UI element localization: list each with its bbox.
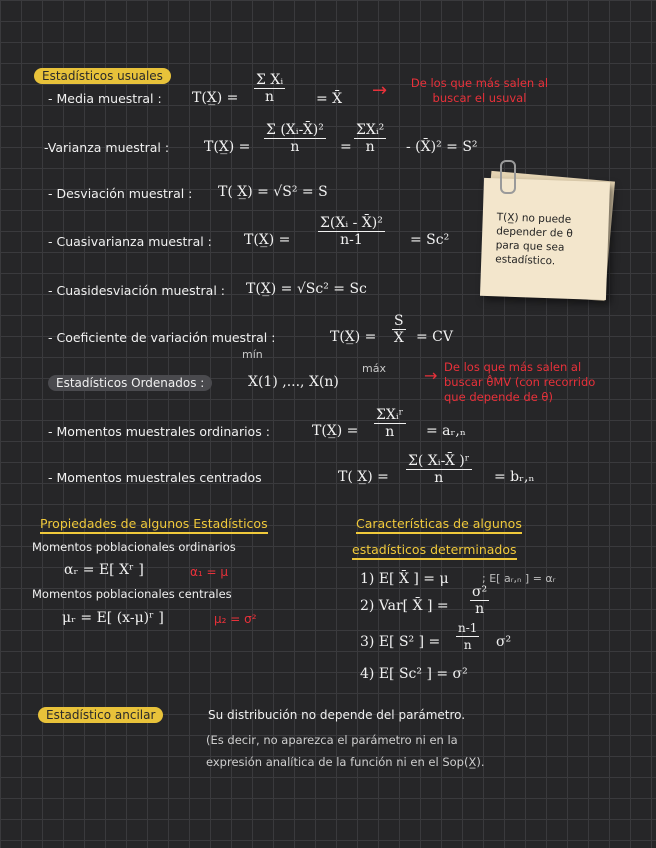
media-numerator: Σ Xᵢ bbox=[256, 72, 284, 88]
caracteristica-1: 1) E[ X̄ ] = μ bbox=[360, 571, 449, 587]
desviacion-formula: T( X̲) = √S² = S bbox=[218, 184, 328, 200]
desviacion-muestral-label: - Desviación muestral : bbox=[48, 186, 193, 201]
caracteristica-3-num: n-1 bbox=[458, 621, 478, 635]
varianza-fraction-1 bbox=[262, 122, 328, 155]
caracteristica-2-den: n bbox=[475, 601, 485, 617]
momentos-centrados-fraction bbox=[404, 453, 474, 486]
varianza-num-1: Σ (Xᵢ-X̄)² bbox=[266, 122, 324, 138]
caracteristica-3-tail: σ² bbox=[496, 634, 512, 650]
momentos-ordinarios-fraction bbox=[372, 407, 408, 440]
ordenados-formula: X(1) ,..., X(n) bbox=[248, 374, 339, 390]
media-muestral-label: - Media muestral : bbox=[48, 91, 162, 106]
coeficiente-fraction bbox=[390, 313, 408, 346]
cuasivarianza-num: Σ(Xᵢ - X̄)² bbox=[320, 215, 383, 231]
ordenados-note: De los que más salen al buscar θ̂MV (con recorrido que depende de θ) bbox=[444, 360, 596, 404]
sticky-note bbox=[480, 178, 610, 300]
caracteristica-3: 3) E[ S² ] = bbox=[360, 634, 441, 650]
caracteristica-2-fraction bbox=[468, 584, 491, 617]
arrow-right-icon: → bbox=[372, 80, 388, 101]
ordenados-label: Estadísticos Ordenados : bbox=[48, 375, 212, 391]
varianza-den-2: n bbox=[365, 139, 375, 155]
momentos-centrados-den: n bbox=[434, 470, 444, 486]
ancilar-line-2: (Es decir, no aparezca el parámetro ni en la bbox=[206, 733, 458, 747]
ordenados-max-label: máx bbox=[362, 362, 386, 375]
paperclip-icon bbox=[500, 160, 516, 194]
momentos-centrados-num: Σ( Xᵢ-X̄ )ʳ bbox=[408, 453, 470, 469]
mu-2-note: μ₂ = σ² bbox=[214, 612, 257, 626]
ancilar-line-1: Su distribución no depende del parámetro. bbox=[208, 708, 466, 722]
momentos-ordinarios-den: n bbox=[385, 424, 395, 440]
momentos-poblacionales-ordinarios-formula: αᵣ = E[ Xʳ ] bbox=[64, 562, 144, 578]
caracteristica-2-num: σ² bbox=[472, 584, 488, 600]
momentos-centrados-formula: T( X̲) = bbox=[338, 469, 389, 485]
varianza-num-2: ΣXᵢ² bbox=[356, 122, 385, 138]
momentos-ordinarios-tail: = aᵣ,ₙ bbox=[426, 423, 466, 439]
arrow-right-icon: → bbox=[424, 366, 438, 385]
momentos-poblacionales-ordinarios-label: Momentos poblacionales ordinarios bbox=[32, 540, 236, 554]
ancilar-line-3: expresión analítica de la función ni en el Sop(X̲). bbox=[206, 755, 485, 769]
sticky-note-text: T(X̲) no puede depender de θ para que sea estadístico. bbox=[495, 211, 573, 268]
coeficiente-den: X̄ bbox=[393, 330, 404, 346]
caracteristica-1-side: ; E[ aᵣ,ₙ ] = αᵣ bbox=[482, 572, 556, 585]
varianza-fraction-2 bbox=[352, 122, 388, 155]
momentos-ordinarios-label: - Momentos muestrales ordinarios : bbox=[48, 424, 270, 439]
cuasidesviacion-formula: T(X̲) = √Sc² = Sc bbox=[246, 281, 367, 297]
coeficiente-num: S bbox=[394, 313, 404, 329]
section-title-estadisticos-usuales: Estadísticos usuales bbox=[34, 68, 171, 84]
cuasivarianza-formula: T(X̲) = bbox=[244, 232, 291, 248]
media-denominator: n bbox=[265, 89, 275, 105]
momentos-poblacionales-centrales-formula: μᵣ = E[ (x-μ)ʳ ] bbox=[62, 610, 164, 626]
caracteristica-3-fraction bbox=[454, 620, 481, 653]
momentos-ordinarios-formula: T(X̲) = bbox=[312, 423, 359, 439]
caracteristicas-title-2: estadísticos determinados bbox=[352, 542, 517, 560]
momentos-poblacionales-centrales-label: Momentos poblacionales centrales bbox=[32, 587, 232, 601]
caracteristica-3-den: n bbox=[463, 638, 472, 652]
caracteristica-2: 2) Var[ X̄ ] = bbox=[360, 598, 449, 614]
alpha-1-note: α₁ = μ bbox=[190, 565, 229, 579]
cuasivarianza-fraction bbox=[316, 215, 387, 248]
varianza-den-1: n bbox=[290, 139, 300, 155]
coeficiente-formula: T(X̲) = bbox=[330, 329, 377, 345]
cuasivarianza-tail: = Sc² bbox=[410, 232, 450, 248]
varianza-tail: - (X̄)² = S² bbox=[406, 139, 478, 155]
momentos-centrados-label: - Momentos muestrales centrados bbox=[48, 470, 262, 485]
coeficiente-tail: = CV bbox=[416, 329, 454, 345]
equals-sign: = bbox=[340, 139, 352, 155]
estadistico-ancilar-label: Estadístico ancilar bbox=[38, 707, 163, 723]
momentos-centrados-tail: = bᵣ,ₙ bbox=[494, 469, 535, 485]
varianza-muestral-label: -Varianza muestral : bbox=[44, 140, 170, 155]
coeficiente-label: - Coeficiente de variación muestral : bbox=[48, 330, 276, 345]
media-muestral-formula: T(X̲) = bbox=[192, 90, 239, 106]
ordenados-min-label: mín bbox=[242, 348, 263, 361]
varianza-formula: T(X̲) = bbox=[204, 139, 251, 155]
media-muestral-fraction bbox=[252, 72, 287, 105]
cuasivarianza-den: n-1 bbox=[340, 232, 363, 248]
media-note: De los que más salen al buscar el usuval bbox=[410, 76, 549, 105]
media-result: = X̄ bbox=[316, 91, 343, 107]
caracteristicas-title-1: Características de algunos bbox=[356, 516, 522, 534]
momentos-ordinarios-num: ΣXᵢʳ bbox=[376, 407, 404, 423]
caracteristica-4: 4) E[ Sc² ] = σ² bbox=[360, 666, 468, 682]
cuasidesviacion-label: - Cuasidesviación muestral : bbox=[48, 283, 225, 298]
propiedades-title: Propiedades de algunos Estadísticos bbox=[40, 516, 268, 534]
cuasivarianza-label: - Cuasivarianza muestral : bbox=[48, 234, 212, 249]
